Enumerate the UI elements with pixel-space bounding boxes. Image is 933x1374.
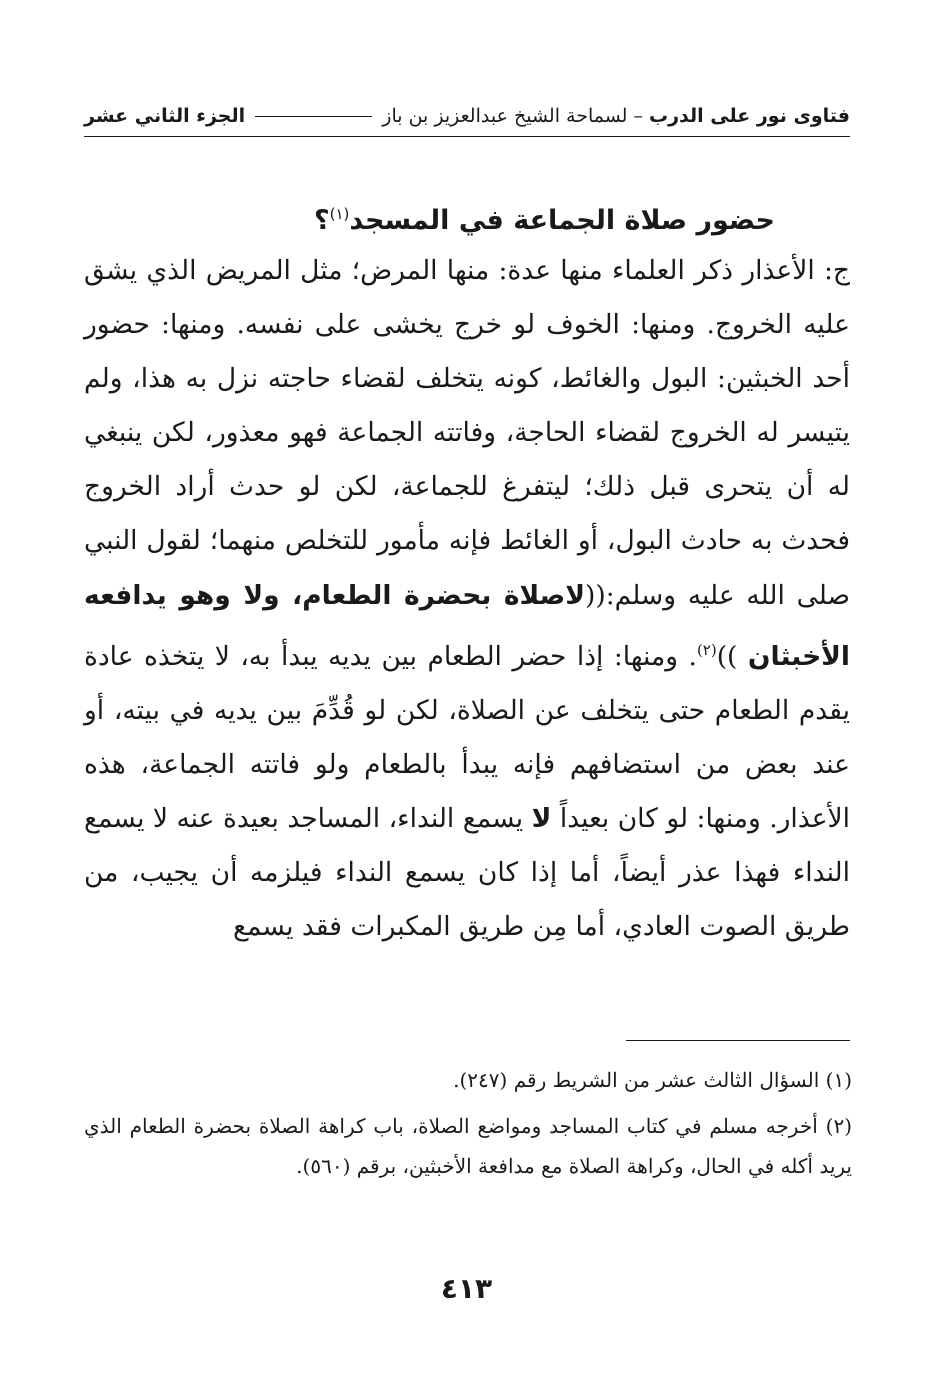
hadith-close: )) xyxy=(716,640,748,672)
footnotes xyxy=(84,1060,852,1192)
answer-part-4: يسمع النداء، المساجد بعيدة عنه لا يسمع النداء فهذا عذر أيضاً، أما إذا كان يسمع النداء فيلزمه أن يجيب، من طريق الصوت العادي، أما مِن طريق المكبرات فقد يسمع xyxy=(84,802,850,942)
running-header-title-group xyxy=(382,105,850,127)
answer-part-1: ج: الأعذار ذكر العلماء منها عدة: منها المرض؛ مثل المريض الذي يشق عليه الخروج. ومنها: الخوف لو خرج يخشى على نفسه. ومنها: حضور أحد الخبثين: البول والغائط، كونه يتخلف لقضاء حاجته نزل به هذا، ولم يتيسر له الخروج لقضاء الحاجة، وفاتته الجماعة فهو معذور، لكن ينبغي له أن يتحرى قبل ذلك؛ ليتفرغ للجماعة، لكن لو حدث أراد الخروج فحدث به حادث البول، أو الغائط فإنه مأمور للتخلص منهما؛ لقول النبي صلى الله عليه وسلم:(( xyxy=(84,255,851,611)
running-header xyxy=(84,96,850,137)
bold-negation: لا xyxy=(531,802,552,834)
question-mark: ؟ xyxy=(313,205,330,236)
question-text: حضور صلاة الجماعة في المسجد xyxy=(349,205,775,236)
book-title: فتاوى نور على الدرب xyxy=(649,105,850,127)
answer-body xyxy=(84,244,850,954)
footnote-separator xyxy=(626,1040,850,1041)
question-heading xyxy=(135,186,775,249)
footnote-ref-2: (٢) xyxy=(696,640,717,659)
footnote-2-text: أخرجه مسلم في كتاب المساجد ومواضع الصلاة، باب كراهة الصلاة بحضرة الطعام الذي يريد أكله في الحال، وكراهة الصلاة مع مدافعة الأخبثين، برقم (٥٦٠). xyxy=(84,1114,852,1178)
header-dash-rule xyxy=(255,116,372,117)
footnote-ref-1: (١) xyxy=(329,205,350,223)
footnote-1-marker: (١) xyxy=(825,1068,852,1092)
footnote-2 xyxy=(84,1106,852,1186)
answer-part-3: . ومنها: إذا حضر الطعام بين يديه يبدأ به، لا يتخذه عادة يقدم الطعام حتى يتخلف عن الصلاة، لكن لو قُدِّمَ بين يديه في بيته، أو عند بعض من استضافهم فإنه يبدأ بالطعام ولو فاتته الجماعة، هذه الأعذار. ومنها: لو كان بعيداً xyxy=(84,640,850,834)
author-line: – لسماحة الشيخ عبدالعزيز بن باز xyxy=(382,105,643,127)
footnote-2-marker: (٢) xyxy=(825,1114,852,1138)
page-number: ٤١٣ xyxy=(440,1272,493,1305)
volume-label: الجزء الثاني عشر xyxy=(84,105,246,127)
footnote-1 xyxy=(84,1060,852,1100)
footnote-1-text: السؤال الثالث عشر من الشريط رقم (٢٤٧). xyxy=(453,1068,820,1092)
hadith-quote: لاصلاة بحضرة الطعام، ولا وهو يدافعه الأخبثان xyxy=(84,579,850,672)
